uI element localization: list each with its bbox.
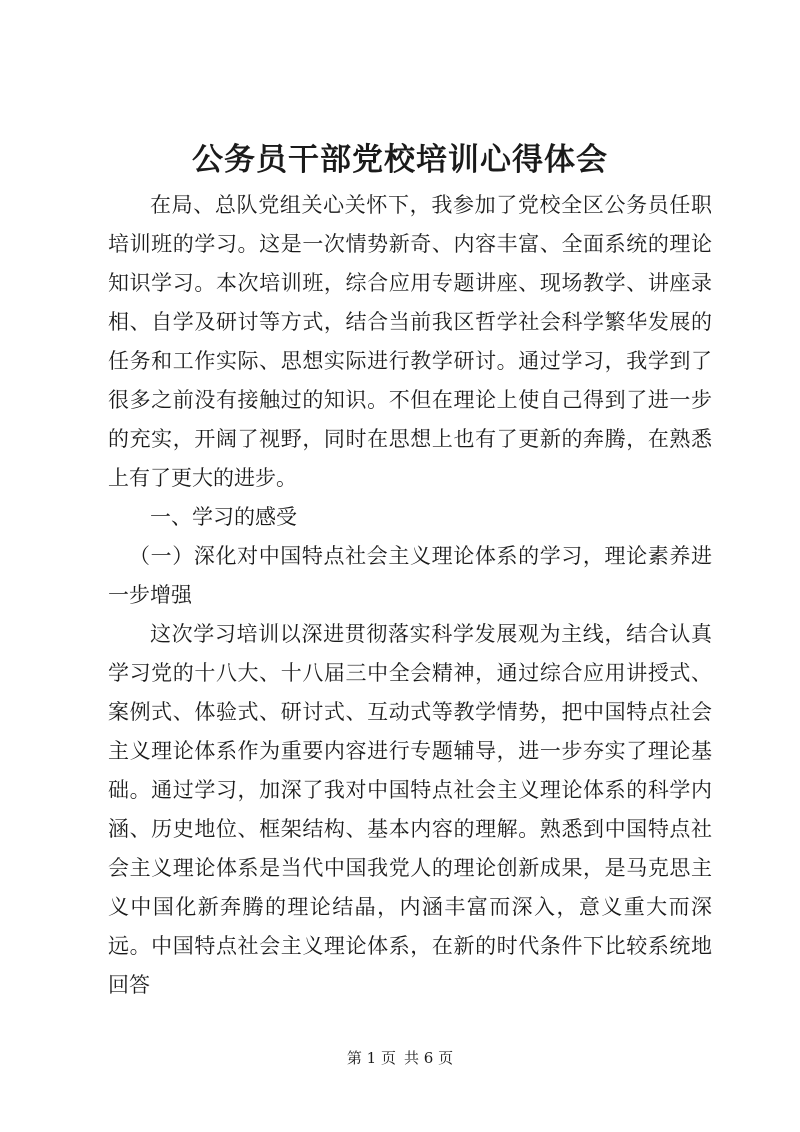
body-paragraph-study: 这次学习培训以深进贯彻落实科学发展观为主线，结合认真学习党的十八大、十八届三中全会精神，通过综合应用讲授式、案例式、体验式、研讨式、互动式等教学情势，把中国特点社会主义理论体系作为重要内容进行专题辅导，进一步夯实了理论基础。通过学习，加深了我对中国特点社会主义理论体系的科学内涵、历史地位、框架结构、基本内容的理解。熟悉到中国特点社会主义理论体系是当代中国我党人的理论创新成果，是马克思主义中国化新奔腾的理论结晶，内涵丰富而深入，意义重大而深远。中国特点社会主义理论体系，在新的时代条件下比较系统地回答 xyxy=(108,622,712,997)
document-title: 公务员干部党校培训心得体会 xyxy=(192,142,608,178)
page-number: 第 1 页 xyxy=(346,1049,396,1067)
subsection-heading: （一）深化对中国特点社会主义理论体系的学习，理论素养进一步增强 xyxy=(108,544,712,607)
document-body xyxy=(108,186,712,1005)
page-footer xyxy=(0,1048,800,1068)
body-paragraph-intro: 在局、总队党组关心关怀下，我参加了党校全区公务员任职培训班的学习。这是一次情势新奇、内容丰富、全面系统的理论知识学习。本次培训班，综合应用专题讲座、现场教学、讲座录相、自学及研讨等方式，结合当前我区哲学社会科学繁华发展的任务和工作实际、思想实际进行教学研讨。通过学习，我学到了很多之前没有接触过的知识。不但在理论上使自己得到了进一步的充实，开阔了视野，同时在思想上也有了更新的奔腾，在熟悉上有了更大的进步。 xyxy=(108,193,712,490)
section-heading: 一、学习的感受 xyxy=(150,505,297,529)
page-total: 共 6 页 xyxy=(404,1049,454,1067)
